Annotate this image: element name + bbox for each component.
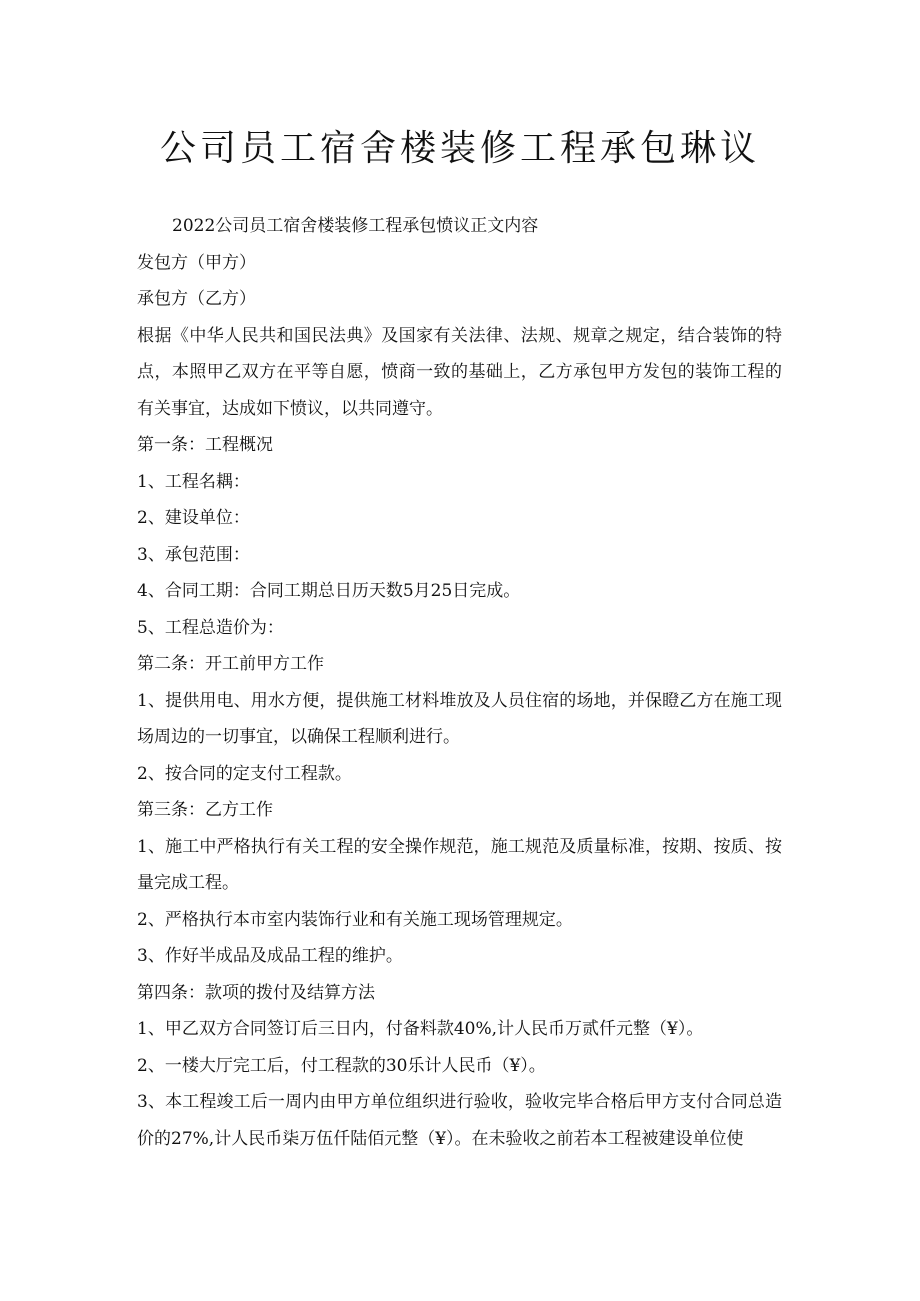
article-2-title: 第二条：开工前甲方工作 [137, 654, 324, 674]
article-4-item: 3、本工程竣工后一周内由甲方单位组织进行验收，验收完毕合格后甲方支付合同总造价的27%,计人民币柒万伍仟陆佰元整（¥）。在未验收之前若本工程被建设单位使 [137, 1092, 782, 1149]
party-a: 发包方（甲方） [137, 252, 256, 273]
document-subtitle: 2022公司员工宿舍楼装修工程承包愤议正文内容 [172, 216, 539, 236]
article-1-item: 1、工程名耦： [137, 471, 250, 492]
article-1-item: 5、工程总造价为： [137, 617, 284, 638]
article-1-title: 第一条：工程概况 [137, 435, 273, 455]
article-4-title: 第四条：款项的拨付及结算方法 [137, 982, 375, 1003]
article-2-item: 1、提供用电、用水方便，提供施工材料堆放及人员住宿的场地，并保瞪乙方在施工现场周边的一切事宜，以确保工程顺利进行。 [137, 690, 782, 747]
article-1-item: 3、承包范围： [137, 544, 250, 565]
article-1-item: 2、建设单位： [137, 508, 250, 528]
article-2-item: 2、按合同的定支付工程款。 [137, 763, 352, 784]
article-1-item: 4、合同工期：合同工期总日历天数5月25日完成。 [137, 581, 521, 601]
party-b: 承包方（乙方） [137, 289, 256, 309]
article-4-item: 1、甲乙双方合同签订后三日内，付备料款40%,计人民币万贰仟元整（¥）。 [137, 1019, 704, 1039]
intro-paragraph: 根据《中华人民共和国民法典》及国家有关法律、法规、规章之规定，结合装饰的特点，本照甲乙双方在平等自愿，愤商一致的基础上，乙方承包甲方发包的装饰工程的有关事宜，达成如下愤议，以共同遵守。 [137, 325, 782, 419]
document-body [137, 208, 782, 1157]
article-4-item: 2、一楼大厅完工后，付工程款的30乐计人民币（¥）。 [137, 1055, 546, 1076]
document-title: 公司员工宿舍楼装修工程承包琳议 [159, 128, 760, 169]
article-3-title: 第三条：乙方工作 [137, 800, 273, 820]
article-3-item: 3、作好半成品及成品工程的维护。 [137, 946, 403, 966]
article-3-item: 2、严格执行本市室内装饰行业和有关施工现场管理规定。 [137, 909, 573, 930]
article-3-item: 1、施工中严格执行有关工程的安全操作规范，施工规范及质量标准，按期、按质、按量完成工程。 [137, 836, 782, 893]
